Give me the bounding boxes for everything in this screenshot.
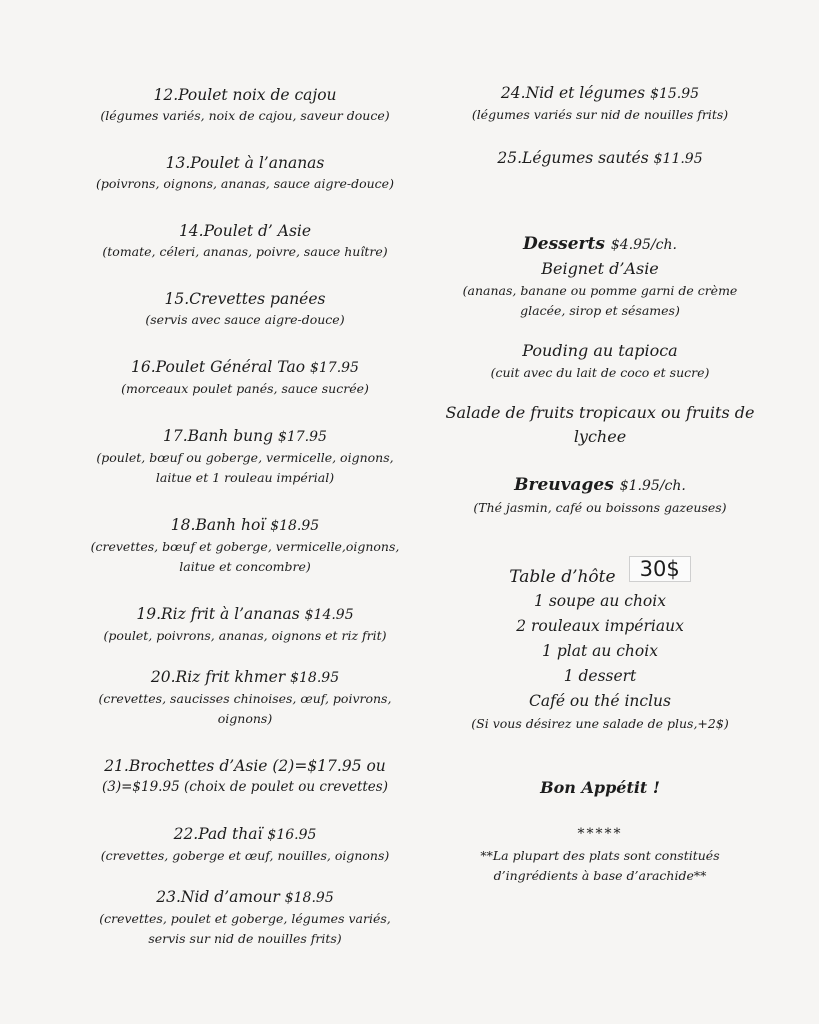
menu-item-description: (3)=$19.95 (choix de poulet ou crevettes) [101, 779, 388, 795]
table-hote-section [440, 557, 760, 734]
menu-item-19 [60, 603, 430, 646]
desserts-section [440, 232, 760, 449]
bon-appetit: Bon Appétit ! [540, 778, 660, 797]
menu-item-23 [60, 886, 430, 949]
menu-item-description: (légumes variés, noix de cajou, saveur douce) [100, 108, 390, 123]
table-hote-note: (Si vous désirez une salade de plus,+2$) [471, 716, 729, 731]
menu-item-description: laitue et 1 rouleau impérial) [155, 470, 335, 485]
desserts-price: $4.95/ch. [610, 237, 677, 253]
dessert-pouding-desc: (cuit avec du lait de coco et sucre) [490, 365, 710, 380]
breuvages-price: $1.95/ch. [619, 478, 686, 494]
allergy-note: **La plupart des plats sont constitués [480, 848, 720, 863]
menu-item-description: (tomate, céleri, ananas, poivre, sauce huître) [102, 244, 388, 259]
breuvages-section [440, 473, 760, 518]
table-hote-heading: Table d’hôte [509, 567, 616, 587]
menu-item-description: laitue et concombre) [179, 559, 311, 574]
desserts-heading: Desserts $4.95/ch. [523, 234, 677, 254]
menu-item-description: servis sur nid de nouilles frits) [148, 931, 342, 946]
menu-item-13 [60, 152, 430, 194]
menu-item-description: (crevettes, saucisses chinoises, œuf, poivrons, [98, 691, 392, 706]
menu-item-title: 19.Riz frit à l’ananas $14.95 [136, 605, 354, 623]
menu-item-24 [440, 82, 760, 125]
dessert-beignet-title: Beignet d’Asie [541, 259, 659, 278]
menu-item-price: $14.95 [304, 607, 354, 623]
menu-item-title: 20.Riz frit khmer $18.95 [150, 668, 340, 686]
dessert-pouding-title: Pouding au tapioca [522, 341, 678, 360]
menu-item-title: 15.Crevettes panées [164, 290, 326, 308]
menu-item-price: $18.95 [284, 890, 334, 906]
menu-item-title: 21.Brochettes d’Asie (2)=$17.95 ou [104, 757, 386, 775]
dessert-beignet-desc: glacée, sirop et sésames) [520, 303, 680, 318]
menu-item-title: 17.Banh bung $17.95 [163, 427, 327, 445]
menu-item-22 [60, 823, 430, 866]
breuvages-desc: (Thé jasmin, café ou boissons gazeuses) [473, 500, 727, 515]
stars-divider: ***** [577, 826, 623, 842]
menu-item-price: $18.95 [290, 670, 340, 686]
menu-item-title: 16.Poulet Général Tao $17.95 [131, 358, 359, 376]
menu-item-title: 23.Nid d’amour $18.95 [156, 888, 334, 906]
menu-item-25 [440, 147, 760, 170]
menu-item-description: (crevettes, poulet et goberge, légumes variés, [99, 911, 391, 926]
menu-item-title: 18.Banh hoï $18.95 [170, 516, 320, 534]
breuvages-heading: Breuvages $1.95/ch. [514, 475, 686, 495]
table-hote-line: 1 plat au choix [542, 642, 658, 660]
menu-item-description: (poulet, poivrons, ananas, oignons et riz frit) [103, 628, 387, 643]
menu-item-description: (poivrons, oignons, ananas, sauce aigre-douce) [96, 176, 394, 191]
menu-item-description: (poulet, bœuf ou goberge, vermicelle, oignons, [96, 450, 394, 465]
allergy-note: d’ingrédients à base d’arachide** [493, 868, 707, 883]
menu-item-price: $17.95 [309, 360, 359, 376]
menu-item-title: 25.Légumes sautés $11.95 [497, 149, 703, 167]
menu-item-price: $16.95 [267, 827, 317, 843]
dessert-salade-title: Salade de fruits tropicaux ou fruits de [445, 403, 755, 422]
right-menu-column [440, 82, 760, 886]
menu-item-title: 13.Poulet à l’ananas [165, 154, 325, 172]
menu-item-15 [60, 288, 430, 330]
menu-item-price: $11.95 [653, 151, 703, 167]
menu-item-20 [60, 666, 430, 729]
menu-item-title: 22.Pad thaï $16.95 [173, 825, 317, 843]
menu-item-description: oignons) [217, 711, 273, 726]
table-hote-line: Café ou thé inclus [528, 692, 671, 710]
menu-item-price: $18.95 [270, 518, 320, 534]
table-hote-line: 1 soupe au choix [534, 592, 666, 610]
dessert-beignet-desc: (ananas, banane ou pomme garni de crème [462, 283, 738, 298]
menu-item-title: 14.Poulet d’ Asie [178, 222, 312, 240]
menu-item-17 [60, 425, 430, 488]
menu-item-description: (crevettes, bœuf et goberge, vermicelle,oignons, [90, 539, 400, 554]
menu-item-12 [60, 84, 430, 126]
left-menu-column [60, 84, 430, 949]
menu-item-18 [60, 514, 430, 577]
menu-item-16 [60, 356, 430, 399]
menu-item-title: 24.Nid et légumes $15.95 [500, 84, 700, 102]
menu-item-title: 12.Poulet noix de cajou [153, 86, 337, 104]
menu-item-description: (morceaux poulet panés, sauce sucrée) [121, 381, 369, 396]
menu-item-21 [60, 755, 430, 797]
table-hote-line: 1 dessert [563, 667, 637, 685]
table-hote-line: 2 rouleaux impériaux [516, 617, 684, 635]
menu-item-price: $17.95 [277, 429, 327, 445]
dessert-salade-title-line2: lychee [573, 427, 627, 446]
menu-item-description: (légumes variés sur nid de nouilles frits) [471, 107, 729, 122]
menu-item-14 [60, 220, 430, 262]
menu-item-description: (servis avec sauce aigre-douce) [145, 312, 345, 327]
menu-item-price: $15.95 [650, 86, 700, 102]
menu-item-description: (crevettes, goberge et œuf, nouilles, oignons) [100, 848, 390, 863]
table-hote-price-sticker: 30$ [629, 556, 691, 582]
